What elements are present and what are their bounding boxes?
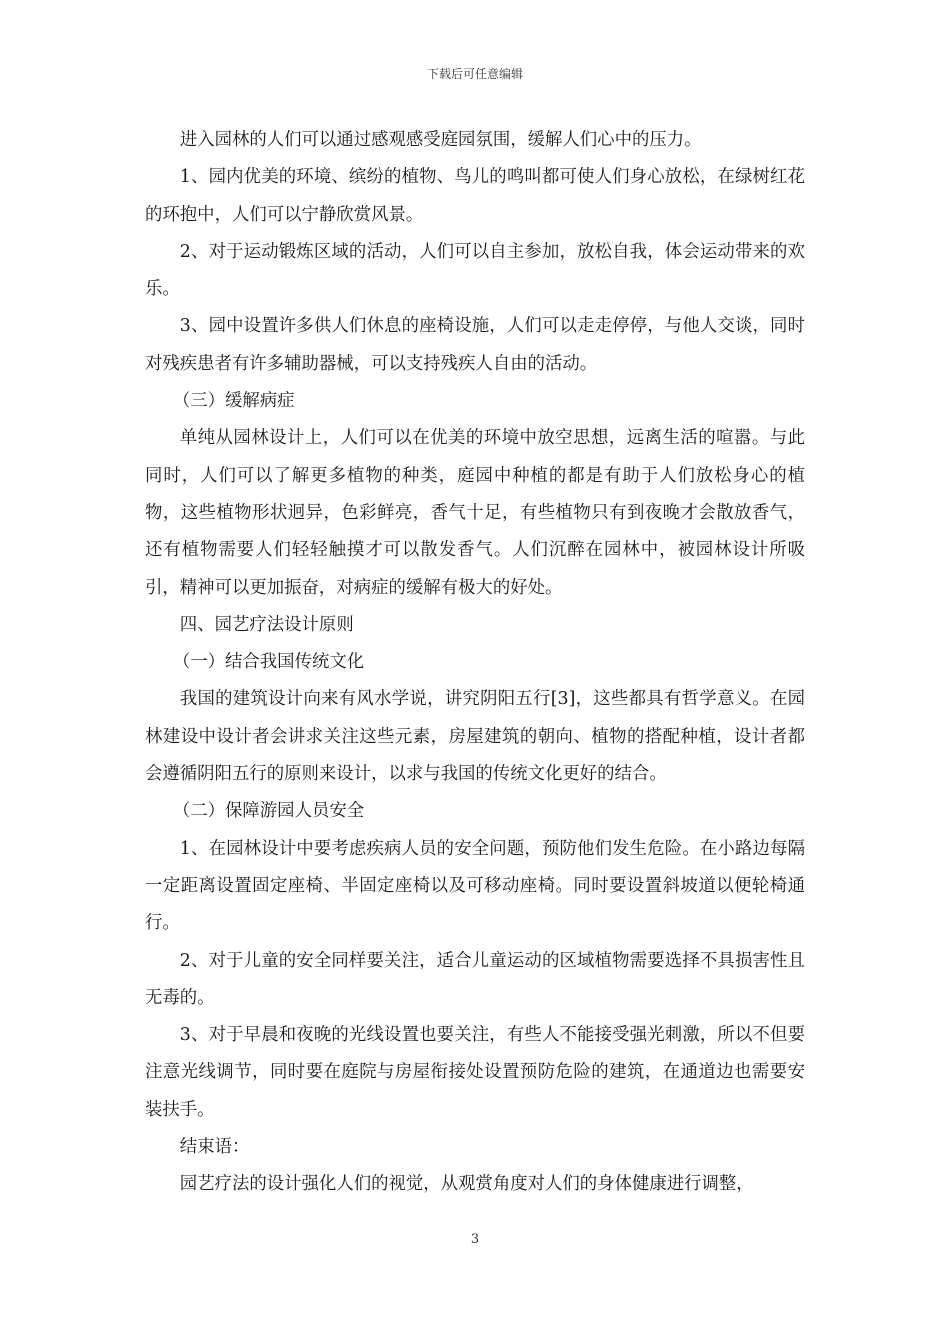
subsection-heading: （二）保障游园人员安全: [172, 801, 365, 822]
list-item: 3、园中设置许多供人们休息的座椅设施，人们可以走走停停，与他人交谈，同时对残疾患者有许多辅助器械，可以支持残疾人自由的活动。: [145, 316, 805, 374]
list-item: 1、园内优美的环境、缤纷的植物、鸟儿的鸣叫都可使人们身心放松，在绿树红花的环抱中，人们可以宁静欣赏风景。: [145, 167, 805, 225]
list-item: 1、在园林设计中要考虑疾病人员的安全问题，预防他们发生危险。在小路边每隔一定距离设置固定座椅、半固定座椅以及可移动座椅。同时要设置斜坡道以便轮椅通行。: [145, 838, 805, 934]
body-text: [145, 122, 805, 1204]
subsection-heading: （一）结合我国传统文化: [172, 652, 365, 673]
paragraph: 园艺疗法的设计强化人们的视觉，从观赏角度对人们的身体健康进行调整，: [179, 1174, 754, 1195]
section-heading: 四、园艺疗法设计原则: [179, 614, 354, 635]
list-item: 2、对于儿童的安全同样要关注，适合儿童运动的区域植物需要选择不具损害性且无毒的。: [145, 950, 805, 1008]
section-heading: 结束语：: [179, 1137, 250, 1158]
list-item: 2、对于运动锻炼区域的活动，人们可以自主参加，放松自我，体会运动带来的欢乐。: [145, 241, 805, 300]
list-item: 3、对于早晨和夜晚的光线设置也要关注，有些人不能接受强光刺激，所以不但要注意光线调节，同时要在庭院与房屋衔接处设置预防危险的建筑，在通道边也需要安装扶手。: [145, 1025, 805, 1120]
page-number: 3: [470, 1232, 480, 1247]
page-header-note: 下载后可任意编辑: [426, 67, 523, 81]
paragraph: 进入园林的人们可以通过感观感受庭园氛围，缓解人们心中的压力。: [179, 130, 702, 150]
paragraph: 单纯从园林设计上，人们可以在优美的环境中放空思想，远离生活的喧嚣。与此同时，人们可以了解更多植物的种类，庭园中种植的都是有助于人们放松身心的植物，这些植物形状迥异，色彩鲜亮，香气十足，有些植物只有到夜晚才会散放香气，还有植物需要人们轻轻触摸才可以散发香气。人们沉醉在园林中，被园林设计所吸引，精神可以更加振奋，对病症的缓解有极大的好处。: [145, 428, 805, 598]
paragraph: 我国的建筑设计向来有风水学说，讲究阴阳五行[3]，这些都具有哲学意义。在园林建设中设计者会讲求关注这些元素，房屋建筑的朝向、植物的搭配种植，设计者都会遵循阴阳五行的原则来设计，以求与我国的传统文化更好的结合。: [145, 689, 805, 785]
subsection-heading: （三）缓解病症: [172, 391, 295, 412]
